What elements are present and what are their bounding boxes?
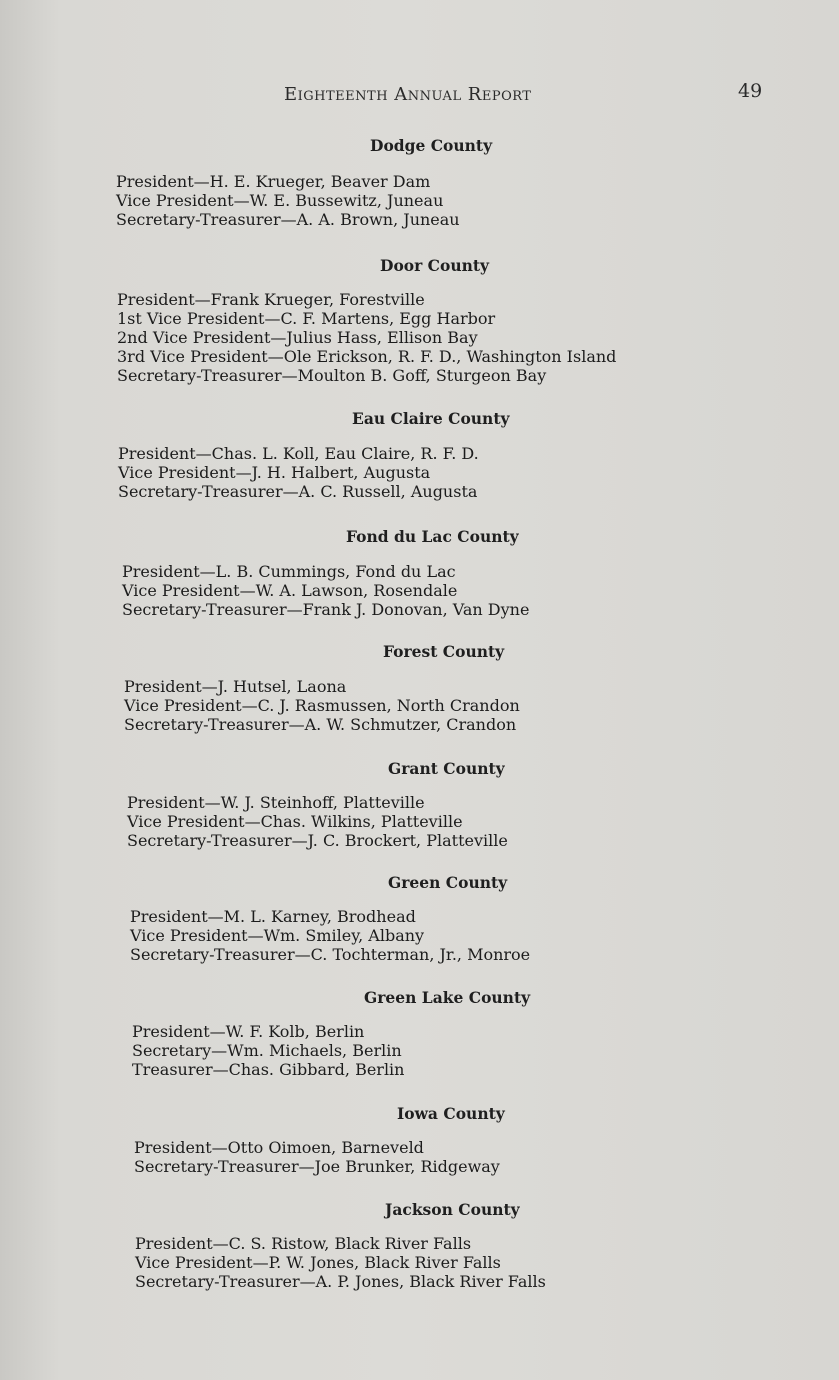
county-heading: Door County <box>380 256 490 275</box>
officer-line: Secretary-Treasurer—Joe Brunker, Ridgeway <box>134 1157 500 1176</box>
county-heading: Eau Claire County <box>352 409 510 428</box>
officer-list <box>122 562 529 619</box>
officer-line: Secretary-Treasurer—A. W. Schmutzer, Crandon <box>124 715 517 734</box>
officer-line: President—M. L. Karney, Brodhead <box>130 907 416 926</box>
page-number: 49 <box>738 80 763 102</box>
officer-line: 2nd Vice President—Julius Hass, Ellison Bay <box>117 328 478 347</box>
officer-line: Vice President—P. W. Jones, Black River Falls <box>135 1253 501 1272</box>
officer-line: President—J. Hutsel, Laona <box>124 677 347 696</box>
county-heading: Green Lake County <box>364 988 531 1007</box>
officer-list <box>132 1022 404 1079</box>
county-heading: Green County <box>388 873 508 892</box>
county-heading: Fond du Lac County <box>346 527 519 546</box>
officer-list <box>134 1138 500 1176</box>
county-heading: Dodge County <box>370 136 493 155</box>
officer-line: 1st Vice President—C. F. Martens, Egg Harbor <box>117 309 496 328</box>
officer-line: President—Frank Krueger, Forestville <box>117 290 425 309</box>
officer-line: 3rd Vice President—Ole Erickson, R. F. D., Washington Island <box>117 347 617 366</box>
officer-list <box>135 1234 546 1291</box>
officer-line: President—W. F. Kolb, Berlin <box>132 1022 365 1041</box>
officer-list <box>116 172 460 229</box>
officer-line: Secretary—Wm. Michaels, Berlin <box>132 1041 402 1060</box>
officer-line: President—C. S. Ristow, Black River Falls <box>135 1234 472 1253</box>
officer-line: Vice President—J. H. Halbert, Augusta <box>118 463 431 482</box>
officer-line: Vice President—W. E. Bussewitz, Juneau <box>116 191 444 210</box>
officer-line: Secretary-Treasurer—Frank J. Donovan, Van Dyne <box>122 600 530 619</box>
county-heading: Jackson County <box>385 1200 520 1219</box>
officer-line: President—W. J. Steinhoff, Platteville <box>127 793 425 812</box>
officer-line: Vice President—Chas. Wilkins, Platteville <box>127 812 463 831</box>
officer-list <box>117 290 616 385</box>
officer-line: Vice President—C. J. Rasmussen, North Crandon <box>124 696 520 715</box>
officer-list <box>124 677 520 734</box>
officer-list <box>130 907 530 964</box>
officer-list <box>118 444 479 501</box>
officer-line: President—Otto Oimoen, Barneveld <box>134 1138 424 1157</box>
officer-line: President—H. E. Krueger, Beaver Dam <box>116 172 431 191</box>
officer-line: Vice President—Wm. Smiley, Albany <box>130 926 425 945</box>
county-heading: Forest County <box>383 642 505 661</box>
county-heading: Iowa County <box>397 1104 505 1123</box>
running-header <box>0 80 839 110</box>
county-heading: Grant County <box>388 759 505 778</box>
officer-line: President—L. B. Cummings, Fond du Lac <box>122 562 456 581</box>
officer-line: Secretary-Treasurer—Moulton B. Goff, Sturgeon Bay <box>117 366 547 385</box>
officer-line: Secretary-Treasurer—C. Tochterman, Jr., Monroe <box>130 945 531 964</box>
officer-line: President—Chas. L. Koll, Eau Claire, R. F. D. <box>118 444 479 463</box>
officer-line: Secretary-Treasurer—J. C. Brockert, Platteville <box>127 831 508 850</box>
officer-line: Treasurer—Chas. Gibbard, Berlin <box>132 1060 405 1079</box>
officer-line: Secretary-Treasurer—A. P. Jones, Black River Falls <box>135 1272 546 1291</box>
officer-line: Secretary-Treasurer—A. C. Russell, Augusta <box>118 482 478 501</box>
officer-list <box>127 793 508 850</box>
officer-line: Secretary-Treasurer—A. A. Brown, Juneau <box>116 210 460 229</box>
running-title: Eighteenth Annual Report <box>284 84 532 105</box>
officer-line: Vice President—W. A. Lawson, Rosendale <box>122 581 458 600</box>
